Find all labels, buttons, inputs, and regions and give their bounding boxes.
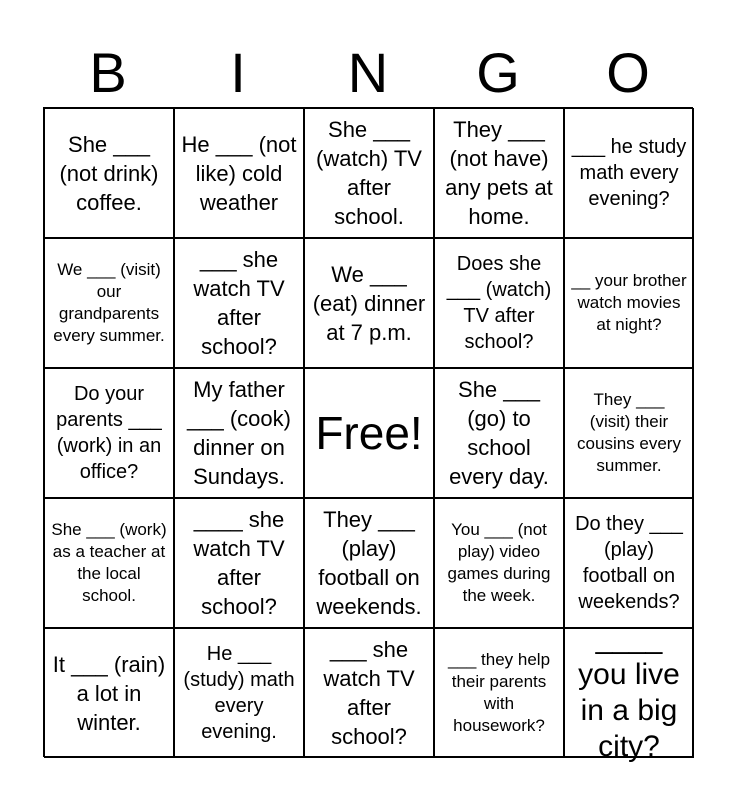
header-letter-i: I	[230, 41, 246, 104]
bingo-cell-r2c4[interactable]	[434, 238, 564, 368]
header-letter-g: G	[476, 41, 520, 104]
cell-text: My father ___ (cook) dinner on Sundays.	[187, 377, 291, 489]
cell-text: He ___ (not like) cold weather	[181, 131, 297, 215]
bingo-cell-r5c1[interactable]	[44, 628, 174, 758]
bingo-cell-r4c4[interactable]	[434, 498, 564, 628]
bingo-cell-r1c2[interactable]	[174, 108, 304, 238]
cell-text: They ___ (play) football on weekends.	[316, 507, 422, 619]
cell-text: ___ he study math every evening?	[571, 136, 687, 210]
bingo-cell-r1c1[interactable]	[44, 108, 174, 238]
cell-text: We ___ (eat) dinner at 7 p.m.	[312, 261, 426, 345]
cell-text: __ your brother watch movies at night?	[571, 271, 687, 334]
cell-text: Free!	[315, 407, 423, 459]
cell-text: Do they ___ (play) football on weekends?	[575, 513, 683, 613]
cell-text: Do your parents ___ (work) in an office?	[56, 383, 162, 483]
cell-text: They ___ (not have) any pets at home.	[445, 117, 553, 229]
bingo-cell-r4c5[interactable]	[564, 498, 694, 628]
bingo-cell-r2c2[interactable]	[174, 238, 304, 368]
cell-text: She ___ (work) as a teacher at the local school.	[51, 520, 167, 605]
bingo-cell-r1c4[interactable]	[434, 108, 564, 238]
bingo-cell-r1c5[interactable]	[564, 108, 694, 238]
cell-text: She ___ (not drink) coffee.	[59, 131, 159, 215]
cell-text: They ___ (visit) their cousins every summer.	[577, 390, 681, 475]
bingo-cell-r3c4[interactable]	[434, 368, 564, 498]
cell-text: She ___ (watch) TV after school.	[316, 117, 422, 229]
bingo-cell-r1c3[interactable]	[304, 108, 434, 238]
cell-text: ___ they help their parents with housework?	[447, 650, 551, 735]
header-letter-n: N	[347, 41, 389, 104]
cell-text: ____ you live in a big city?	[578, 622, 680, 763]
cell-text: ____ she watch TV after school?	[193, 507, 285, 619]
bingo-cell-r5c4[interactable]	[434, 628, 564, 758]
bingo-cell-r5c5[interactable]	[564, 622, 694, 763]
bingo-cell-r4c2[interactable]	[174, 498, 304, 628]
cell-text: ___ she watch TV after school?	[323, 637, 415, 749]
cell-text: She ___ (go) to school every day.	[449, 377, 549, 489]
bingo-cell-r2c1[interactable]	[44, 238, 174, 368]
cell-text: Does she ___ (watch) TV after school?	[446, 253, 552, 353]
cell-text: ___ she watch TV after school?	[193, 247, 285, 359]
bingo-board	[43, 107, 693, 763]
header-letter-b: B	[89, 41, 127, 104]
bingo-cell-r2c5[interactable]	[564, 238, 694, 368]
bingo-cell-r4c1[interactable]	[44, 498, 174, 628]
bingo-cell-r3c5[interactable]	[564, 368, 694, 498]
free-space-cell[interactable]	[304, 368, 434, 498]
header-letter-o: O	[606, 41, 650, 104]
bingo-cell-r4c3[interactable]	[304, 498, 434, 628]
bingo-cell-r5c2[interactable]	[174, 628, 304, 758]
cell-text: You ___ (not play) video games during the week.	[447, 520, 551, 605]
bingo-cell-r3c2[interactable]	[174, 368, 304, 498]
cell-text: He ___ (study) math every evening.	[183, 643, 295, 743]
bingo-cell-r5c3[interactable]	[304, 628, 434, 758]
bingo-cell-r2c3[interactable]	[304, 238, 434, 368]
cell-text: We ___ (visit) our grandparents every summer.	[53, 260, 165, 345]
bingo-header	[43, 40, 693, 106]
cell-text: It ___ (rain) a lot in winter.	[52, 651, 166, 735]
bingo-cell-r3c1[interactable]	[44, 368, 174, 498]
